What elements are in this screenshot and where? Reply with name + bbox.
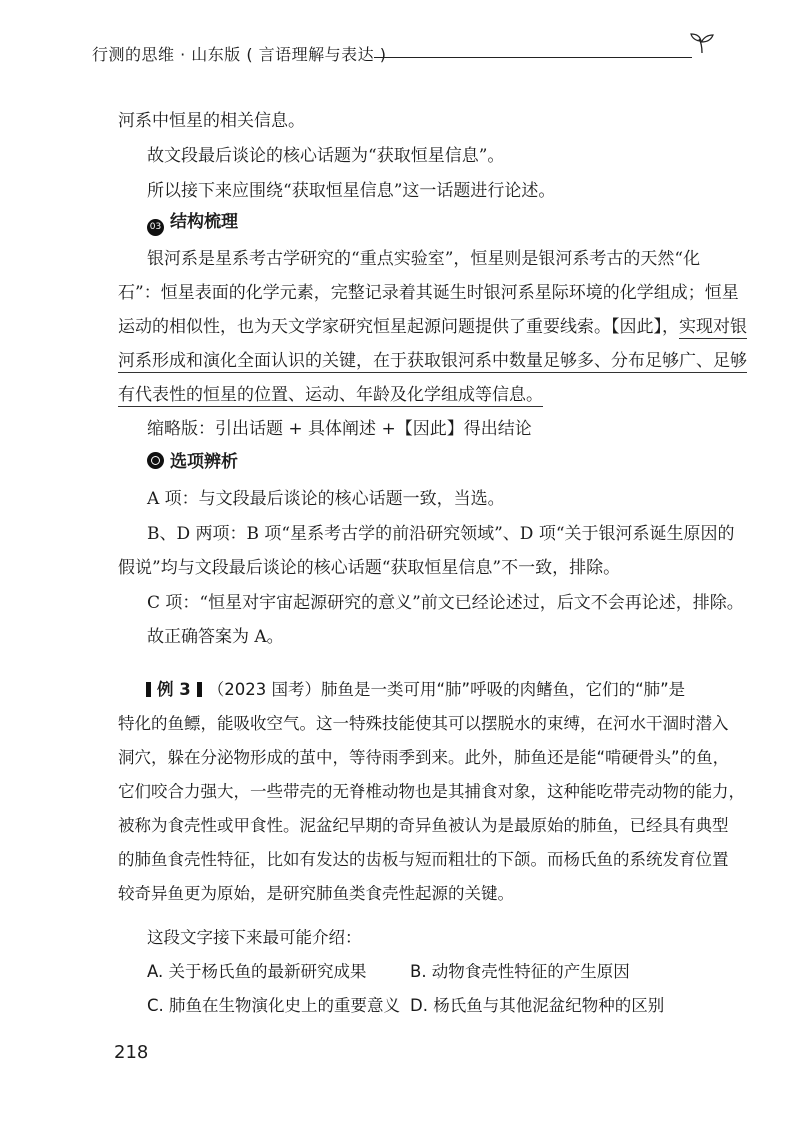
underlined-text: 河系形成和演化全面认识的关键，在于获取银河系中数量足够多、分布足够广、足够 <box>118 351 747 371</box>
sprout-icon <box>690 32 714 54</box>
label-bar-left <box>146 682 151 697</box>
answer-line: 故正确答案为 A。 <box>147 627 284 647</box>
page-number: 218 <box>114 1042 149 1063</box>
page-header <box>92 44 692 68</box>
example-line: 被称为食壳性或甲食性。泥盆纪早期的奇异鱼被认为是最原始的肺鱼，已经具有典型 <box>118 816 729 835</box>
options-heading: 选项辨析 <box>147 451 238 473</box>
option-b: B. 动物食壳性特征的产生原因 <box>410 962 630 981</box>
example-line: 的肺鱼食壳性特征，比如有发达的齿板与短而粗壮的下颌。而杨氏鱼的系统发育位置 <box>118 850 729 869</box>
analysis-line: 所以接下来应围绕“获取恒星信息”这一话题进行论述。 <box>147 181 556 201</box>
option-analysis-line: 假说”均与文段最后谈论的核心话题“获取恒星信息”不一致，排除。 <box>118 558 621 578</box>
structure-line: 运动的相似性，也为天文学家研究恒星起源问题提供了重要线索。【因此】，实现对银 <box>118 317 747 337</box>
example-line: 特化的鱼鳔，能吸收空气。这一特殊技能使其可以摆脱水的束缚，在河水干涸时潜入 <box>118 714 729 733</box>
question-prompt: 这段文字接下来最可能介绍： <box>147 928 362 947</box>
option-a: A. 关于杨氏鱼的最新研究成果 <box>147 962 367 981</box>
structure-line: 银河系是星系考古学研究的“重点实验室”，恒星则是银河系考古的天然“化 <box>147 249 701 269</box>
example-line: 较奇异鱼更为原始，是研究肺鱼类食壳性起源的关键。 <box>118 884 514 903</box>
example-label: 例 3 <box>157 680 191 699</box>
structure-line: 石”：恒星表面的化学元素，完整记录着其诞生时银河系星际环境的化学组成；恒星 <box>118 283 739 303</box>
header-title: 行测的思维 · 山东版 ( 言语理解与表达 ) <box>92 45 387 64</box>
option-d: D. 杨氏鱼与其他泥盆纪物种的区别 <box>410 996 665 1015</box>
example-line: 它们咬合力强大，一些带壳的无脊椎动物也是其捕食对象，这种能吃带壳动物的能力， <box>118 782 745 801</box>
structure-line <box>118 350 747 372</box>
option-analysis-line: A 项：与文段最后谈论的核心话题一致，当选。 <box>147 489 505 509</box>
example-line: 例 3 （2023 国考）肺鱼是一类可用“肺”呼吸的肉鳍鱼，它们的“肺”是 <box>140 679 685 701</box>
label-bar-right <box>197 682 202 697</box>
underlined-text: 实现对银 <box>679 317 747 337</box>
section-marker-icon: 03 <box>147 219 164 236</box>
option-analysis-line: C 项：“恒星对宇宙起源研究的意义”前文已经论述过，后文不会再论述，排除。 <box>147 593 744 613</box>
structure-heading: 03 结构梳理 <box>147 211 238 236</box>
option-c: C. 肺鱼在生物演化史上的重要意义 <box>147 996 401 1015</box>
example-line: 洞穴，躲在分泌物形成的茧中，等待雨季到来。此外，肺鱼还是能“啃硬骨头”的鱼， <box>118 748 730 767</box>
analysis-line: 河系中恒星的相关信息。 <box>118 111 305 131</box>
header-rule <box>374 57 692 58</box>
option-analysis-line: B、D 两项：B 项“星系考古学的前沿研究领域”、D 项“关于银河系诞生原因的 <box>147 524 735 544</box>
summary-line: 缩略版：引出话题 + 具体阐述 +【因此】得出结论 <box>147 419 532 439</box>
structure-line <box>118 384 543 406</box>
analysis-line: 故文段最后谈论的核心话题为“获取恒星信息”。 <box>147 146 505 166</box>
section-marker-icon <box>147 452 164 469</box>
underlined-text: 有代表性的恒星的位置、运动、年龄及化学组成等信息。 <box>118 385 543 405</box>
